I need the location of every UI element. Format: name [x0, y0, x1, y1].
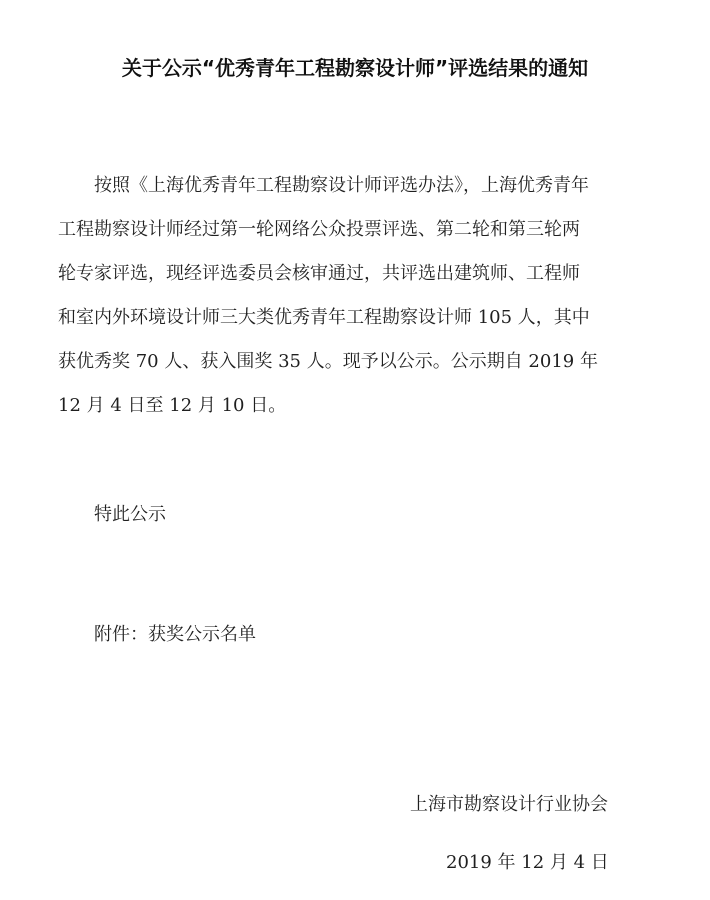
closing-text: 特此公示	[94, 504, 166, 525]
body-line-2: 工程勘察设计师经过第一轮网络公众投票评选、第二轮和第三轮两	[58, 219, 580, 240]
body-line-6: 12 月 4 日至 12 月 10 日。	[58, 395, 287, 416]
notice-body	[58, 164, 638, 428]
issuing-organization: 上海市勘察设计行业协会	[410, 794, 608, 815]
issue-date: 2019 年 12 月 4 日	[446, 852, 609, 873]
body-line-3: 轮专家评选，现经评选委员会核审通过，共评选出建筑师、工程师	[58, 263, 580, 284]
body-line-5: 获优秀奖 70 人、获入围奖 35 人。现予以公示。公示期自 2019 年	[58, 351, 598, 372]
attachment-note: 附件：获奖公示名单	[94, 624, 256, 645]
body-line-1: 按照《上海优秀青年工程勘察设计师评选办法》，上海优秀青年	[94, 175, 589, 196]
body-line-4: 和室内外环境设计师三大类优秀青年工程勘察设计师 105 人，其中	[58, 307, 590, 328]
notice-title: 关于公示“优秀青年工程勘察设计师”评选结果的通知	[121, 56, 589, 80]
